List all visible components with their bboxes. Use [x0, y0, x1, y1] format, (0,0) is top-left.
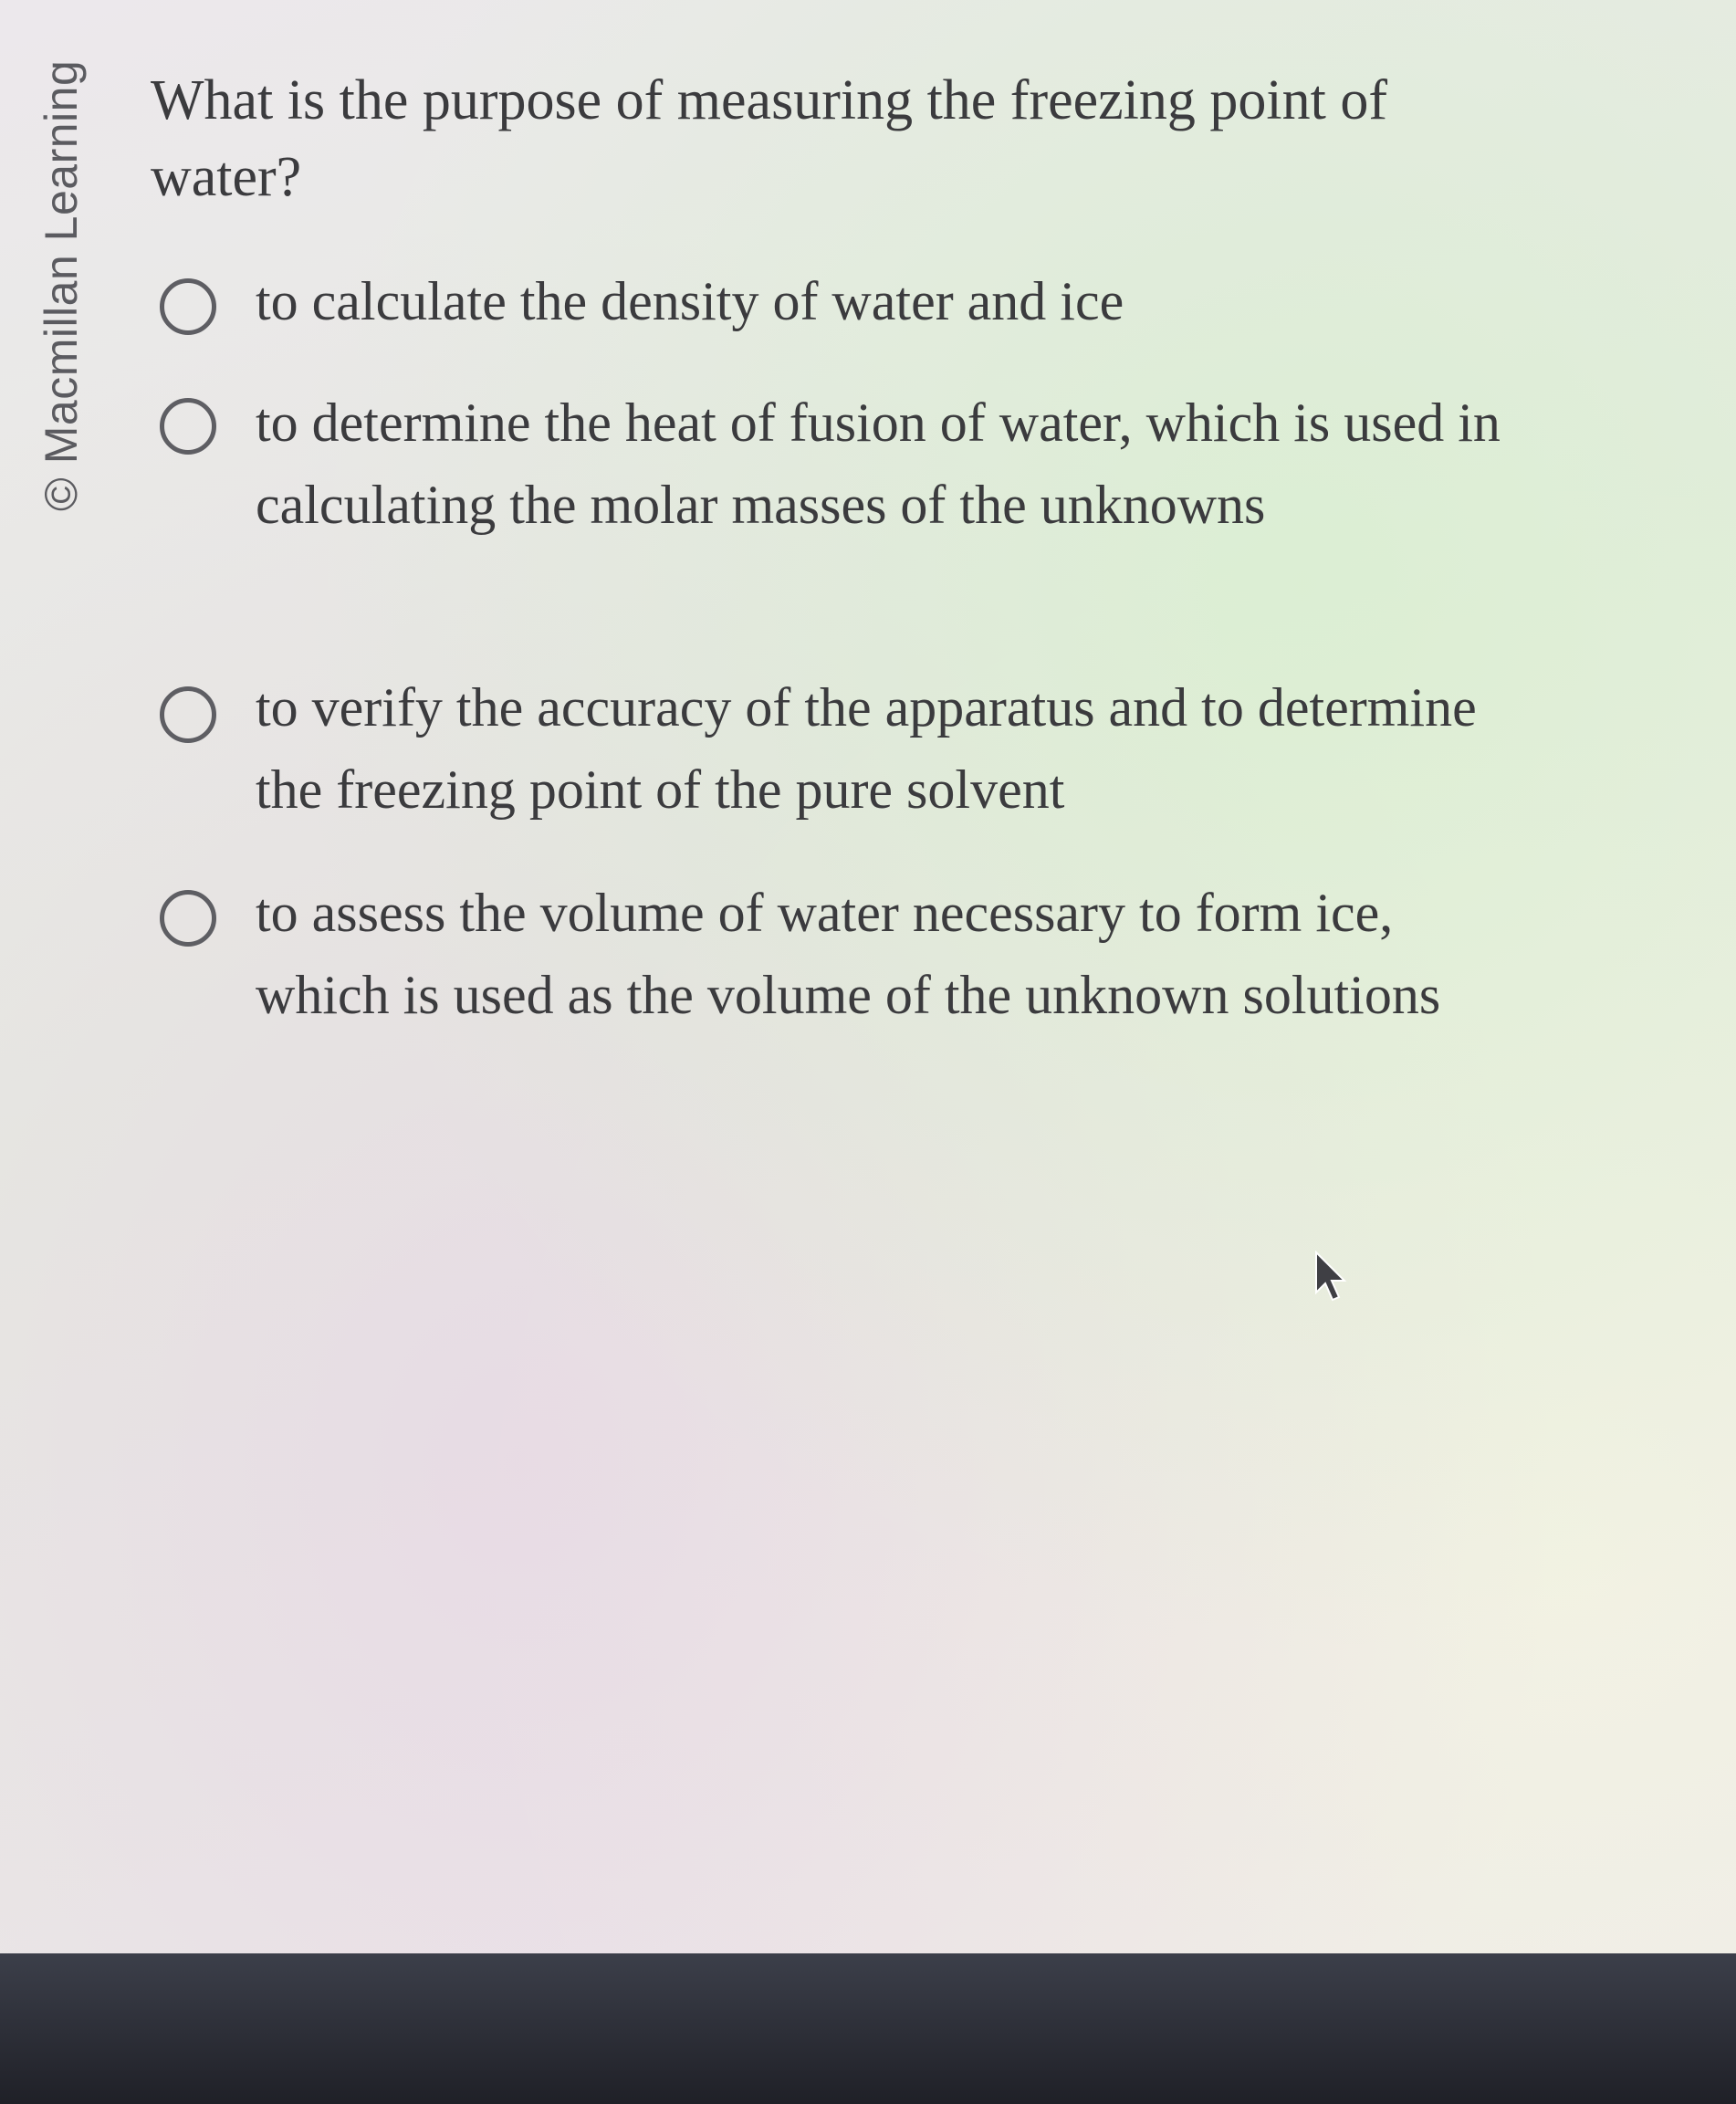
radio-button-icon[interactable] [160, 278, 216, 335]
mouse-pointer-icon [1312, 1251, 1349, 1305]
answer-option-label: to calculate the density of water and ice [256, 271, 1124, 331]
answer-option-label: to verify the accuracy of the apparatus and to determine the freezing point of the pure solvent [256, 677, 1477, 820]
radio-button-icon[interactable] [160, 890, 216, 947]
copyright-label: © Macmillan Learning [36, 59, 87, 511]
answer-option-label: to determine the heat of fusion of water, which is used in calculating the molar masses of the unknowns [256, 393, 1501, 535]
monitor-bezel [0, 1953, 1736, 2104]
radio-button-icon[interactable] [160, 686, 216, 743]
question-text: What is the purpose of measuring the freezing point of water? [151, 69, 1387, 208]
answer-option-label: to assess the volume of water necessary to form ice, which is used as the volume of the unknown solutions [256, 883, 1441, 1025]
radio-button-icon[interactable] [160, 398, 216, 455]
